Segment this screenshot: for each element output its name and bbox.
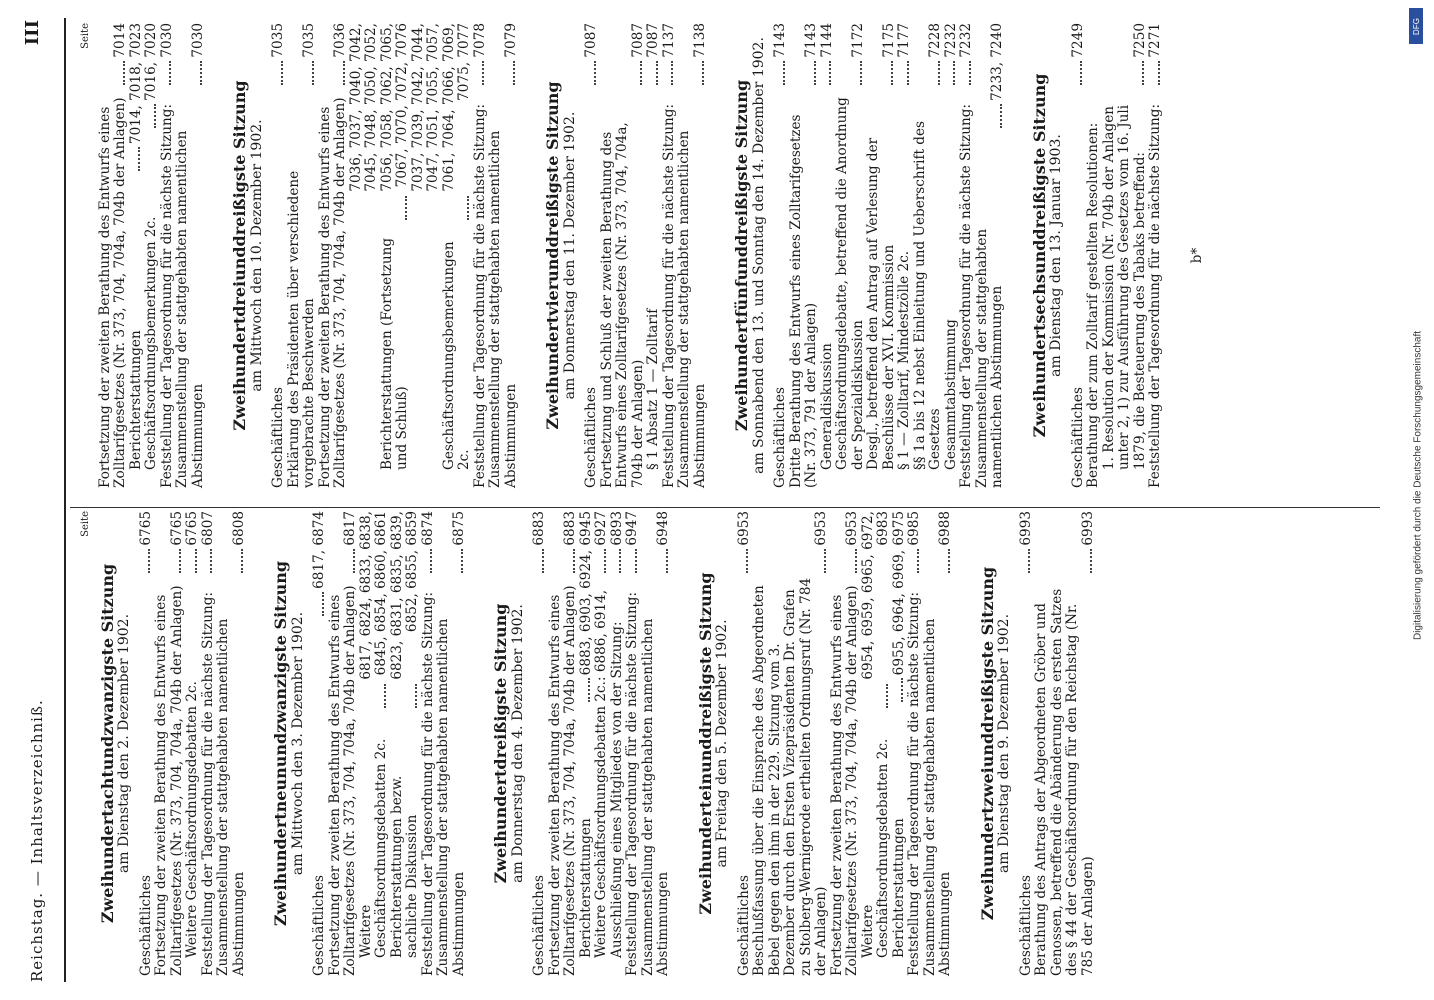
entry-page: 6817, 6824, 6833, 6838, 6845, 6854, 6860, 6861 xyxy=(357,511,389,680)
leader-dots xyxy=(1090,549,1092,573)
toc-entry xyxy=(390,511,421,976)
toc-entry xyxy=(944,23,960,488)
left-column xyxy=(78,511,1378,976)
entry-text: Geschäftliches xyxy=(531,875,547,976)
leader-dots xyxy=(953,61,955,85)
toc-entry xyxy=(737,511,753,976)
toc-entry xyxy=(610,511,626,976)
leader-dots xyxy=(829,61,831,85)
entry-text: Geschäftliches xyxy=(1017,875,1034,976)
entry-text: Geschäftsordnungsdebatte, betreffend die Anordnung der Spezialdiskussion xyxy=(834,97,866,470)
entry-page: 6993 xyxy=(1017,511,1034,546)
entry-page: 7016, 7020 xyxy=(143,23,159,101)
toc-entry xyxy=(897,23,913,488)
entry-text: Fortsetzung der zweiten Berathung des Entwurfs eines Zolltarifgesetzes (Nr. 373, 704, 704a, 704b der Anlagen) xyxy=(546,585,578,976)
session-title: Zweihunderteinunddreißigste Sitzung xyxy=(695,572,715,915)
toc-entry xyxy=(436,511,467,976)
leader-dots xyxy=(148,549,150,573)
leader-dots xyxy=(783,61,785,85)
leader-dots xyxy=(907,61,909,85)
running-header xyxy=(0,0,70,1000)
entry-text: Feststellung der Tagesordnung für die nächste Sitzung: xyxy=(419,591,436,976)
session-title: Zweihundertdreißigste Sitzung xyxy=(491,603,510,884)
leader-dots xyxy=(855,549,857,573)
toc-entry xyxy=(532,511,548,976)
leader-dots xyxy=(604,549,606,573)
toc-entry xyxy=(185,511,201,976)
entry-text: Berathung der zum Zolltarif gestellten Resolutionen: xyxy=(1085,122,1101,488)
leader-dots xyxy=(824,549,826,573)
entry-page: 6883, 6903, 6924, 6945 xyxy=(577,511,594,676)
session-block xyxy=(273,511,467,976)
toc-entry xyxy=(625,511,641,976)
leader-dots xyxy=(200,61,202,85)
entry-text: Zusammenstellung der stattgehabten namentlichen Abstimmungen xyxy=(487,130,519,488)
session-block xyxy=(1029,23,1164,488)
toc-entry xyxy=(1034,511,1096,976)
toc-entry xyxy=(907,511,923,976)
entry-text: Feststellung der Tagesordnung für die nächste Sitzung: xyxy=(158,103,175,488)
entry-text: Berathung des Antrags der Abgeordneten Gröber und Genossen, betreffend die Abänderung des ersten Satzes des § 44 der Geschäftsordnung für den Reichstag (Nr. 785 der Anlagen) xyxy=(1033,588,1096,976)
entry-text: Fortsetzung der zweiten Berathung des Entwurfs eines Zolltarifgesetzes (Nr. 373, 704, 704a, 704b der Anlagen) xyxy=(316,97,348,488)
entry-text: Fortsetzung und Schluß der zweiten Berathung des Entwurfs eines Zolltarifgesetzes (Nr. 373, 704, 704a, 704b der Anlagen) xyxy=(598,122,646,488)
leader-dots xyxy=(343,61,345,85)
leader-dots xyxy=(1028,549,1030,573)
entry-page: 6953 xyxy=(813,511,829,546)
leader-dots xyxy=(666,549,668,573)
toc-entry xyxy=(473,23,489,488)
session-date: am Sonnabend den 13. und Sonntag den 14. Dezember 1902. xyxy=(750,37,767,474)
toc-entry xyxy=(287,23,318,488)
entry-text: Zusammenstellung der stattgehabten namentlichen Abstimmungen xyxy=(215,618,247,976)
toc-entry xyxy=(216,511,247,976)
entry-text: Fortsetzung der zweiten Berathung des Entwurfs eines Zolltarifgesetzes (Nr. 373, 704, 704a, 704b der Anlagen) xyxy=(96,97,128,488)
entry-text: Weitere Geschäftsordnungsdebatten 2c. xyxy=(859,738,891,958)
leader-dots xyxy=(415,684,417,708)
toc-entry xyxy=(139,511,155,976)
entry-text: Erklärung des Präsidenten über verschiedene vorgebrachte Beschwerden xyxy=(285,170,317,488)
toc-entry xyxy=(646,23,662,488)
leader-dots xyxy=(948,549,950,573)
entry-page: 7143 xyxy=(772,23,788,58)
entry-page: 6953 xyxy=(844,511,860,546)
entry-page: 7087 xyxy=(629,23,646,58)
session-date: am Freitag den 5. Dezember 1902. xyxy=(714,619,730,868)
leader-dots xyxy=(886,684,888,708)
entry-page: 7079 xyxy=(502,23,519,58)
toc-entry xyxy=(584,23,600,488)
entry-page: 6955, 6964, 6969, 6975 xyxy=(890,511,907,676)
entry-page: 6823, 6831, 6835, 6839, 6852, 6855, 6859 xyxy=(388,511,420,680)
entry-text: Geschäftliches xyxy=(1069,387,1086,488)
leader-dots xyxy=(656,61,658,85)
seite-label: Seite xyxy=(80,511,91,537)
entry-text: Feststellung der Tagesordnung für die nächste Sitzung: xyxy=(199,591,216,976)
toc-entry xyxy=(789,23,820,488)
toc-entry xyxy=(752,511,830,976)
session-title: Zweihundertneunundzwanzigste Sitzung xyxy=(271,560,290,927)
toc-entry xyxy=(861,511,892,976)
signature-mark: b* xyxy=(1188,247,1205,264)
session-title: Zweihundertachtundzwanzigste Sitzung xyxy=(97,563,117,924)
leader-dots xyxy=(1142,61,1144,85)
leader-dots xyxy=(195,549,197,573)
entry-text: Zusammenstellung der stattgehabten namentlichen Abstimmungen xyxy=(639,618,671,976)
leader-dots xyxy=(154,104,156,128)
entry-page: 6808 xyxy=(230,511,247,546)
entry-page: 7228 xyxy=(927,23,943,58)
toc-entry xyxy=(129,23,145,488)
toc-entry xyxy=(866,23,897,488)
leader-dots xyxy=(384,684,386,708)
session-title: Zweihundertdreiunddreißigste Sitzung xyxy=(230,80,249,431)
toc-entry xyxy=(144,23,160,488)
header-title: Reichstag. — Inhaltsverzeichniß. xyxy=(28,699,46,982)
entry-text: Geschäftliches xyxy=(735,875,752,976)
leader-dots xyxy=(312,61,314,85)
entry-page: 7137 xyxy=(660,23,677,58)
page-number: III xyxy=(22,20,43,46)
entry-text: Zusammenstellung der stattgehabten namentlichen Abstimmungen xyxy=(973,228,1005,488)
entry-page: 7271 xyxy=(1147,23,1163,58)
entry-page: 7037, 7039, 7042, 7044, 7047, 7051, 7055, 7057, 7061, 7064, 7066, 7069, 7075, 7077 xyxy=(409,23,472,192)
entry-page: 6993 xyxy=(1079,511,1096,546)
entry-text: Fortsetzung der zweiten Berathung des Entwurfs eines Zolltarifgesetzes (Nr. 373, 704, 704a, 704b der Anlagen) xyxy=(828,585,860,976)
entry-page: 6948 xyxy=(655,511,671,546)
toc-entry xyxy=(641,511,672,976)
leader-dots xyxy=(241,549,243,573)
leader-dots xyxy=(281,61,283,85)
session-date: am Mittwoch den 10. Dezember 1902. xyxy=(248,119,265,392)
entry-page: 6765 xyxy=(137,511,154,546)
session-block xyxy=(734,23,1006,488)
right-column xyxy=(78,23,1378,488)
entry-page: 6883 xyxy=(562,511,578,546)
leader-dots xyxy=(746,549,748,573)
entry-text: Berichterstattungen xyxy=(577,818,594,958)
entry-page: 7035 xyxy=(301,23,317,58)
entry-text: Zusammenstellung der stattgehabten namentlichen Abstimmungen xyxy=(174,130,206,488)
toc-entry xyxy=(1019,511,1035,976)
column-divider xyxy=(70,507,1380,508)
toc-entry xyxy=(359,511,390,976)
leader-dots xyxy=(1158,61,1160,85)
toc-entry xyxy=(975,23,1006,488)
session-block xyxy=(545,23,708,488)
session-date: am Mittwoch den 3. Dezember 1902. xyxy=(289,611,306,876)
entry-text: Geschäftsordnungsbemerkungen 2c. xyxy=(440,241,472,470)
entry-page: 6874 xyxy=(419,511,436,546)
toc-entry xyxy=(175,23,206,488)
entry-page: 7232 xyxy=(958,23,974,58)
digitization-note: Digitalisierung gefördert durch die Deutsche Forschungsgemeinschaft xyxy=(1412,330,1424,641)
toc-entry xyxy=(594,511,610,976)
session-title: Zweihundertsechsunddreißigste Sitzung xyxy=(1029,73,1049,438)
entry-page: 7030 xyxy=(189,23,206,58)
entry-page: 7143 xyxy=(803,23,819,58)
entry-page: 6883 xyxy=(531,511,547,546)
entry-text: Geschäftliches xyxy=(772,387,788,488)
entry-page: 6817, 6874 xyxy=(311,511,327,589)
entry-page: 7144 xyxy=(818,23,835,58)
entry-text: Fortsetzung der zweiten Berathung des Entwurfs eines Zolltarifgesetzes (Nr. 373, 704, 704a, 704b der Anlagen) xyxy=(153,585,185,976)
session-title: Zweihundertvierunddreißigste Sitzung xyxy=(543,81,562,430)
entry-page: 7175 xyxy=(880,23,897,58)
entry-text: Beschlußfassung über die Einsprache des Abgeordneten Bebel gegen den ihm in der 229. Sitzung vom 3. Dezember durch den Ersten Vizepräsidenten Dr. Grafen zu Stolberg-Wernigerode ertheilten Ordnungsruf (Nr. 784 der Anlagen) xyxy=(751,577,829,976)
entry-page: 7233, 7240 xyxy=(989,23,1005,101)
toc-entry xyxy=(923,511,954,976)
session-date: am Donnerstag den 11. Dezember 1902. xyxy=(561,111,578,400)
entry-page: 6927 xyxy=(593,511,609,546)
entry-page: 6875 xyxy=(450,511,467,546)
entry-text: Berichterstattungen (Fortsetzung und Schluß) xyxy=(378,237,410,470)
toc-entry xyxy=(312,511,328,976)
leader-dots xyxy=(1000,104,1002,128)
toc-entry xyxy=(913,23,944,488)
entry-text: Zusammenstellung der stattgehabten namentlichen Abstimmungen xyxy=(676,130,708,488)
leader-dots xyxy=(969,61,971,85)
entry-text: Berichterstattungen bezw. sachliche Diskussion xyxy=(388,775,420,958)
toc-entry xyxy=(328,511,359,976)
toc-entry xyxy=(488,23,519,488)
leader-dots xyxy=(461,549,463,573)
entry-page: 7014 xyxy=(112,23,128,58)
entry-text: § 1 — Zolltarif, Mindestzölle 2c. xyxy=(896,250,912,470)
entry-text: Feststellung der Tagesordnung für die nächste Sitzung: xyxy=(1147,103,1163,488)
entry-text: Berichterstattungen xyxy=(890,818,907,958)
entry-text: Feststellung der Tagesordnung für die nächste Sitzung: xyxy=(906,591,922,976)
entry-text: Geschäftliches xyxy=(137,875,154,976)
leader-dots xyxy=(901,678,903,702)
entry-page: 7138 xyxy=(691,23,708,58)
header-rule xyxy=(64,18,66,982)
leader-dots xyxy=(588,678,590,702)
leader-dots xyxy=(891,61,893,85)
leader-dots xyxy=(640,61,642,85)
entry-text: Zusammenstellung der stattgehabten namentlichen Abstimmungen xyxy=(435,618,467,976)
toc-entry xyxy=(154,511,185,976)
toc-entry xyxy=(411,23,473,488)
session-block xyxy=(232,23,519,488)
entry-text: Berichterstattungen xyxy=(127,330,144,470)
entry-page: 7087 xyxy=(583,23,599,58)
entry-text: Dritte Berathung des Entwurfs eines Zolltarifgesetzes (Nr. 373, 791 der Anlagen) xyxy=(787,114,819,488)
toc-entry xyxy=(349,23,411,488)
session-block xyxy=(695,511,954,976)
leader-dots xyxy=(814,61,816,85)
entry-page: 6893 xyxy=(608,511,625,546)
toc-entry xyxy=(579,511,595,976)
leader-dots xyxy=(123,61,125,85)
entry-page: 7172 xyxy=(849,23,866,58)
toc-entry xyxy=(600,23,647,488)
toc-entry xyxy=(1086,23,1102,488)
leader-dots xyxy=(917,549,919,573)
leader-dots xyxy=(430,549,432,573)
toc-entry xyxy=(830,511,861,976)
leader-dots xyxy=(1080,61,1082,85)
leader-dots xyxy=(353,549,355,573)
entry-page: 6807 xyxy=(199,511,216,546)
entry-page: 6954, 6959, 6965, 6972, 6983 xyxy=(859,511,891,680)
leader-dots xyxy=(594,61,596,85)
leader-dots xyxy=(671,61,673,85)
toc-entry xyxy=(835,23,866,488)
entry-page: 6988 xyxy=(937,511,953,546)
entry-text: § 1 Absatz 1 — Zolltarif xyxy=(645,308,661,470)
session-date: am Dienstag den 9. Dezember 1902. xyxy=(996,613,1012,874)
entry-text: Ausschließung eines Mitgliedes von der Sitzung: xyxy=(608,621,625,958)
entry-page: 7014, 7018, 7023 xyxy=(127,23,144,145)
toc-entry xyxy=(421,511,437,976)
entry-page: 7035 xyxy=(270,23,286,58)
leader-dots xyxy=(482,61,484,85)
toc-entry xyxy=(959,23,975,488)
entry-page: 7030 xyxy=(158,23,175,58)
entry-page: 7232 xyxy=(942,23,959,58)
session-date: am Donnerstag den 4. Dezember 1902. xyxy=(509,604,526,883)
toc-entry xyxy=(820,23,836,488)
leader-dots xyxy=(138,147,140,171)
leader-dots xyxy=(169,61,171,85)
entry-text: Feststellung der Tagesordnung für die nächste Sitzung: xyxy=(660,103,677,488)
entry-text: Generaldiskussion xyxy=(818,343,835,470)
seite-label: Seite xyxy=(80,23,91,49)
toc-entry xyxy=(548,511,579,976)
entry-text: Fortsetzung der zweiten Berathung des Entwurfs eines Zolltarifgesetzes (Nr. 373, 704, 704a, 704b der Anlagen) xyxy=(326,585,358,976)
leader-dots xyxy=(179,549,181,573)
leader-dots xyxy=(542,549,544,573)
side-note xyxy=(1408,0,1430,1000)
leader-dots xyxy=(322,592,324,616)
toc-entry xyxy=(318,23,349,488)
entry-page: 7177 xyxy=(896,23,912,58)
leader-dots xyxy=(619,549,621,573)
entry-text: Weitere Geschäftsordnungsdebatten 2c. xyxy=(184,681,200,958)
entry-page: 7250 xyxy=(1131,23,1148,58)
leader-dots xyxy=(513,61,515,85)
entry-text: Geschäftliches xyxy=(311,875,327,976)
entry-text: Geschäftliches xyxy=(270,387,286,488)
leader-dots xyxy=(860,61,862,85)
entry-page: 7087 xyxy=(645,23,661,58)
entry-page: 7249 xyxy=(1069,23,1086,58)
entry-text: Feststellung der Tagesordnung für die nächste Sitzung: xyxy=(958,103,974,488)
session-block xyxy=(493,511,672,976)
entry-page: 7036 xyxy=(332,23,348,58)
entry-page: 6953 xyxy=(735,511,752,546)
leader-dots xyxy=(467,196,469,220)
entry-text: Desgl., betreffend den Antrag auf Verlesung der Beschlüsse der XVI. Kommission xyxy=(865,137,897,470)
entry-page: 7036, 7037, 7040, 7042, 7045, 7048, 7050, 7052, 7056, 7058, 7062, 7065, 7067, 7070, 7072, 7076 xyxy=(347,23,410,192)
entry-page: 6947 xyxy=(624,511,640,546)
toc-entry xyxy=(201,511,217,976)
toc-entry xyxy=(98,23,129,488)
leader-dots xyxy=(635,549,637,573)
session-block xyxy=(977,511,1097,976)
toc-entry xyxy=(773,23,789,488)
toc-entry xyxy=(160,23,176,488)
toc-entry xyxy=(892,511,908,976)
entry-text: Feststellung der Tagesordnung für die nächste Sitzung: xyxy=(624,591,640,976)
entry-text: §§ 1a bis 12 nebst Einleitung und Ueberschrift des Gesetzes xyxy=(911,121,943,470)
leader-dots xyxy=(702,61,704,85)
toc-entry xyxy=(662,23,678,488)
session-date: am Dienstag den 2. Dezember 1902. xyxy=(116,613,132,874)
entry-text: Weitere Geschäftsordnungsdebatten 2c.: 6886, 6914, xyxy=(593,589,609,958)
entry-text: Feststellung der Tagesordnung für die nächste Sitzung: xyxy=(471,103,488,488)
entry-page: 6985 xyxy=(906,511,922,546)
session-block xyxy=(98,23,207,488)
toc-entry xyxy=(1148,23,1164,488)
entry-text: Gesammtabstimmung xyxy=(942,319,959,470)
leader-dots xyxy=(573,549,575,573)
dfg-logo: DFG xyxy=(1409,8,1423,44)
entry-page: 6765 xyxy=(168,511,185,546)
entry-text: Weitere Geschäftsordnungsdebatten 2c. xyxy=(357,738,389,958)
leader-dots xyxy=(938,61,940,85)
toc-entry xyxy=(1071,23,1087,488)
session-title: Zweihundertfünfunddreißigste Sitzung xyxy=(732,79,751,432)
entry-page: 6765 xyxy=(184,511,200,546)
entry-text: Zusammenstellung der stattgehabten namentlichen Abstimmungen xyxy=(921,618,953,976)
session-title: Zweihundertzweiunddreißigste Sitzung xyxy=(977,566,997,921)
entry-text: 1. Resolution der Kommission (Nr. 704b der Anlagen unter 2, 1) zur Ausführung des Gesetzes vom 16. Juli 1879, die Besteuerung des Tabaks betreffend: xyxy=(1100,104,1148,470)
session-date: am Dienstag den 13. Januar 1903. xyxy=(1048,134,1064,377)
session-block xyxy=(97,511,248,976)
toc-entry xyxy=(677,23,708,488)
entry-page: 7078 xyxy=(471,23,488,58)
leader-dots xyxy=(405,196,407,220)
entry-text: Geschäftsordnungsbemerkungen 2c. xyxy=(143,216,159,470)
entry-page: 6817 xyxy=(342,511,358,546)
toc-entry xyxy=(1102,23,1149,488)
toc-entry xyxy=(271,23,287,488)
leader-dots xyxy=(210,549,212,573)
entry-text: Geschäftliches xyxy=(583,387,599,488)
